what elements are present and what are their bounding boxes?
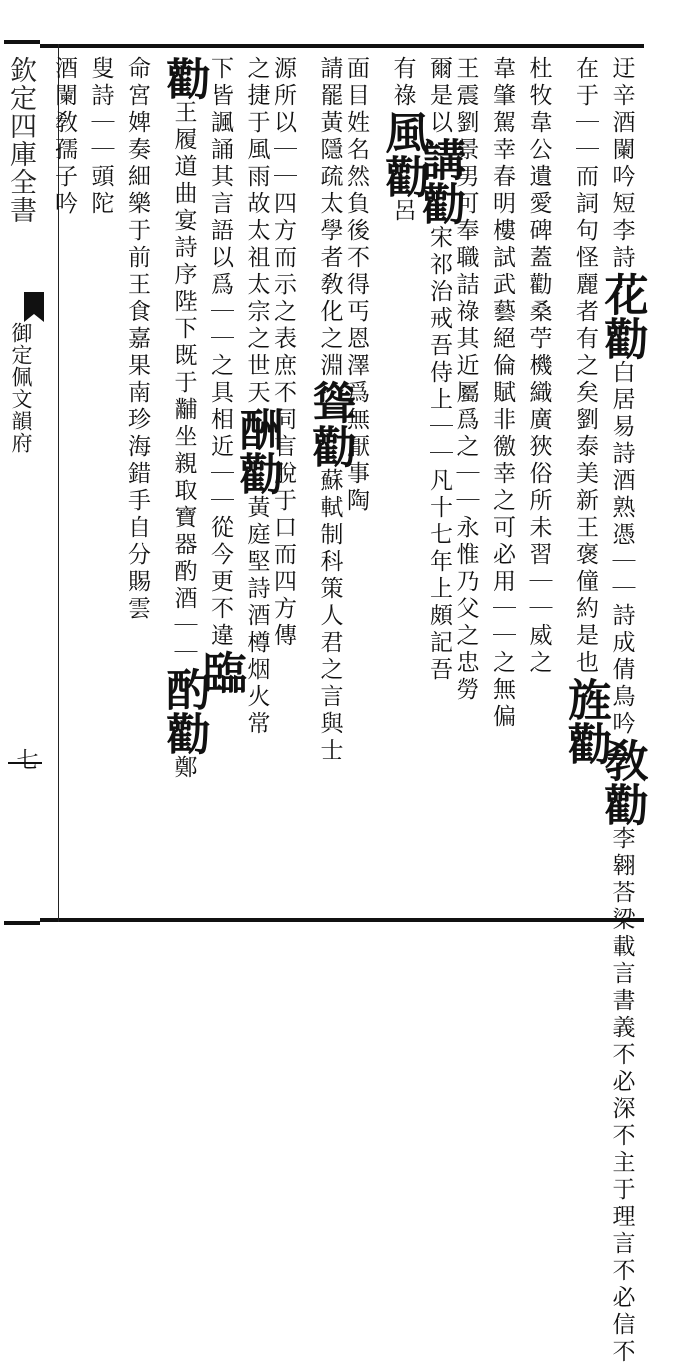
margin-bottom-rule (4, 921, 40, 925)
text-column (125, 56, 148, 916)
headword: 敎勸 (596, 738, 648, 826)
text-run: 黃庭堅詩酒樽烟火常 (243, 495, 270, 738)
text-column (560, 56, 611, 916)
text-column (490, 56, 513, 916)
text-run: 深不主于理言不必信不 (608, 1096, 635, 1366)
text-run: 鄭 (170, 755, 197, 782)
text-column (89, 56, 112, 916)
text-column (527, 56, 550, 916)
text-column (377, 56, 429, 916)
text-run: 呂 (389, 198, 416, 225)
text-run: 庶不同言脫于口而四方傳 (270, 353, 296, 650)
text-run: 之捷于風雨故太祖太宗之世天 (243, 56, 270, 407)
collection-title: 欽定四庫全書 (5, 56, 36, 224)
text-run: 雲 (124, 596, 150, 623)
headword: 勸 (158, 56, 210, 100)
headword: 酬勸 (231, 407, 283, 495)
text-run: ｜｜詩成倩鳥吟 (608, 549, 635, 738)
text-run: 蘇軾制科策人君之言與士 (316, 468, 343, 765)
text-run: 請罷黃隱疏太學者敎化之淵 (316, 56, 343, 380)
text-run: 王震劉景男可奉職詰祿其近屬爲之｜｜永惟乃父之忠勞 (452, 56, 479, 704)
text-run: 酒闌敎孺子吟 (51, 56, 77, 218)
text-run: 命宮婢奏細樂于前王食嘉果南珍海錯手自分賜 (124, 56, 150, 596)
text-column (52, 56, 75, 916)
text-column (158, 56, 210, 916)
text-run: 叟詩｜｜頭陀 (87, 56, 114, 218)
text-run: 李翱荅梁載言書義不必 (608, 826, 635, 1096)
text-run: 在于｜｜而詞句怪麗者有之矣劉泰美新王褒僮約是也 (572, 56, 598, 677)
page-number: 七 (13, 748, 38, 770)
text-run: 下皆諷誦其言語以爲｜｜之具 (207, 56, 233, 407)
text-run: 相近｜｜從今更不違 (207, 407, 233, 650)
margin-top-rule (4, 40, 40, 44)
text-run: 韋肇駕幸春明樓試武藝絕倫賦非徼幸之可必用｜｜之無偏 (489, 56, 515, 731)
text-run: 宋祁治戒吾侍上｜｜凡十七年上頗記吾 (426, 225, 452, 684)
text-run: 杜牧韋公遺愛碑蓋勸桑苧機織廣狹俗所未習｜｜威之 (525, 56, 552, 677)
book-title: 御定佩文韻府 (9, 322, 33, 454)
headword: 風勸 (377, 110, 429, 198)
text-run: 白居易詩酒熟憑 (608, 360, 635, 549)
headword: 聳勸 (304, 380, 356, 468)
text-run: 面目姓名然負後不得丐恩澤爲無厭事 (343, 56, 369, 488)
headword: 講勸 (414, 137, 465, 225)
text-run: 源所以｜｜四方而示之表 (270, 56, 296, 353)
headword: 旌勸 (560, 677, 611, 765)
text-run: 王履道曲宴詩序陛下既于黼坐親取寶器酌酒｜｜ (170, 100, 197, 667)
headword: 酌勸 (158, 667, 210, 755)
text-run: 有祿 (389, 56, 416, 110)
text-run: 爾是以 (426, 56, 452, 137)
text-run: 陶 (343, 488, 369, 515)
text-run: 迂辛酒闌吟短李詩 (608, 56, 635, 272)
headword: 臨 (195, 650, 246, 694)
headword: 花勸 (596, 272, 648, 360)
